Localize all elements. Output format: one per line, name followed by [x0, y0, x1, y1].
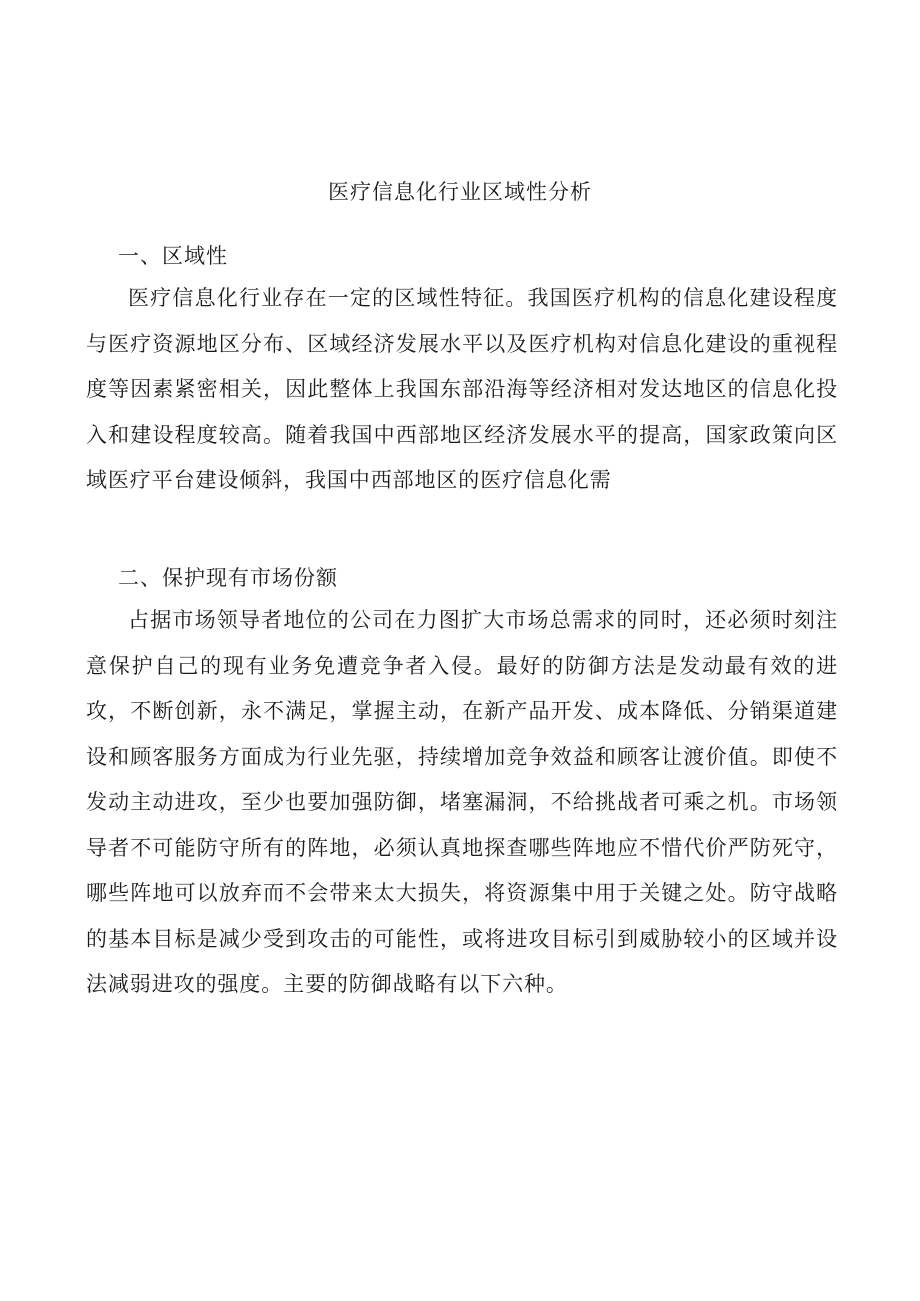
document-title: 医疗信息化行业区域性分析	[328, 180, 592, 204]
section-paragraph: 占据市场领导者地位的公司在力图扩大市场总需求的同时，还必须时刻注意保护自己的现有业务免遭竞争者入侵。最好的防御方法是发动最有效的进攻，不断创新，永不满足，掌握主动，在新产品开发、成本降低、分销渠道建设和顾客服务方面成为行业先驱，持续增加竞争效益和顾客让渡价值。即使不发动主动进攻，至少也要加强防御，堵塞漏洞，不给挑战者可乘之机。市场领导者不可能防守所有的阵地，必须认真地探查哪些阵地应不惜代价严防死守，哪些阵地可以放弃而不会带来太大损失，将资源集中用于关键之处。防守战略的基本目标是减少受到攻击的可能性，或将进攻目标引到威胁较小的区域并设法减弱进攻的强度。主要的防御战略有以下六种。	[86, 608, 838, 996]
section-regional	[86, 240, 838, 504]
section-heading: 一、区域性	[118, 244, 228, 268]
section-paragraph: 医疗信息化行业存在一定的区域性特征。我国医疗机构的信息化建设程度与医疗资源地区分布、区域经济发展水平以及医疗机构对信息化建设的重视程度等因素紧密相关，因此整体上我国东部沿海等经济相对发达地区的信息化投入和建设程度较高。随着我国中西部地区经济发展水平的提高，国家政策向区域医疗平台建设倾斜，我国中西部地区的医疗信息化需	[86, 286, 838, 492]
section-heading: 二、保护现有市场份额	[118, 566, 338, 590]
section-protect-market-share	[86, 562, 838, 1008]
